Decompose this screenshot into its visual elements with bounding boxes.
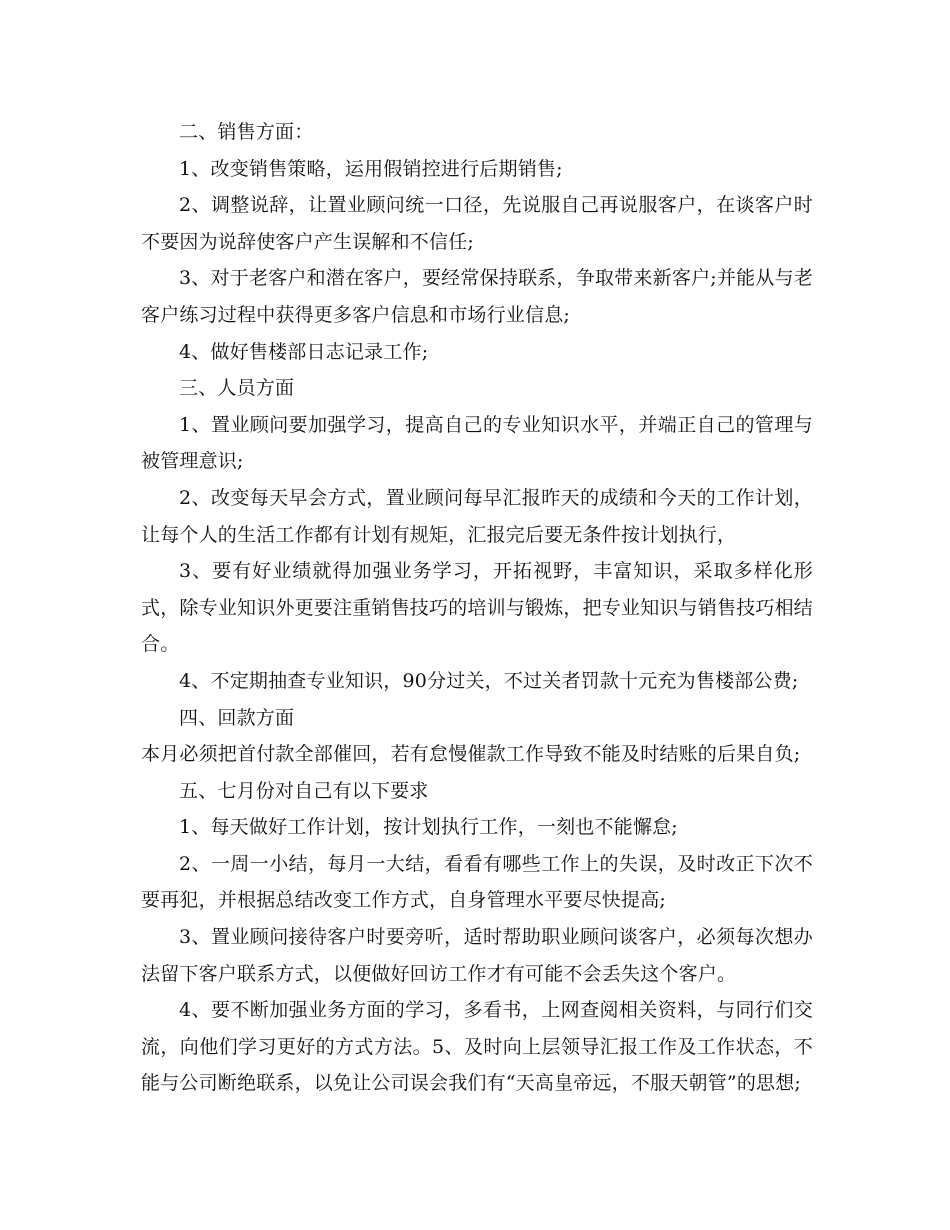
document-body <box>141 114 813 1102</box>
paragraph: 本月必须把首付款全部催回，若有怠慢催款工作导致不能及时结账的后果自负; <box>141 743 801 766</box>
section-heading-payment: 四、回款方面 <box>179 706 295 729</box>
paragraph: 4、不定期抽查专业知识，90分过关，不过关者罚款十元充为售楼部公费; <box>179 669 799 692</box>
paragraph: 2、调整说辞，让置业顾问统一口径，先说服自己再说服客户，在谈客户时不要因为说辞使客户产生误解和不信任; <box>141 194 813 253</box>
paragraph: 2、一周一小结，每月一大结，看看有哪些工作上的失误，及时改正下次不要再犯，并根据总结改变工作方式，自身管理水平要尽快提高; <box>141 852 813 912</box>
paragraph: 4、要不断加强业务方面的学习，多看书，上网查阅相关资料，与同行们交流，向他们学习更好的方式方法。5、及时向上层领导汇报工作及工作状态，不能与公司断绝联系，以免让公司误会我们有“天高皇帝远，不服天朝管”的思想; <box>141 999 813 1095</box>
paragraph: 1、每天做好工作计划，按计划执行工作，一刻也不能懈怠; <box>179 816 678 839</box>
paragraph: 3、对于老客户和潜在客户，要经常保持联系，争取带来新客户;并能从与老客户练习过程中获得更多客户信息和市场行业信息; <box>141 267 813 326</box>
paragraph: 4、做好售楼部日志记录工作; <box>179 340 429 363</box>
paragraph: 3、要有好业绩就得加强业务学习，开拓视野，丰富知识，采取多样化形式，除专业知识外更要注重销售技巧的培训与锻炼，把专业知识与销售技巧相结合。 <box>141 560 814 656</box>
section-heading-sales: 二、销售方面： <box>179 121 314 143</box>
paragraph: 2、改变每天早会方式，置业顾问每早汇报昨天的成绩和今天的工作计划，让每个人的生活工作都有计划有规矩，汇报完后要无条件按计划执行， <box>141 486 813 546</box>
section-heading-july: 五、七月份对自己有以下要求 <box>179 779 429 802</box>
paragraph: 1、置业顾问要加强学习，提高自己的专业知识水平，并端正自己的管理与被管理意识; <box>141 413 813 473</box>
paragraph: 3、置业顾问接待客户时要旁听，适时帮助职业顾问谈客户，必须每次想办法留下客户联系方式，以便做好回访工作才有可能不会丢失这个客户。 <box>141 926 813 985</box>
paragraph: 1、改变销售策略，运用假销控进行后期销售; <box>179 157 563 180</box>
section-heading-personnel: 三、人员方面 <box>179 377 295 400</box>
